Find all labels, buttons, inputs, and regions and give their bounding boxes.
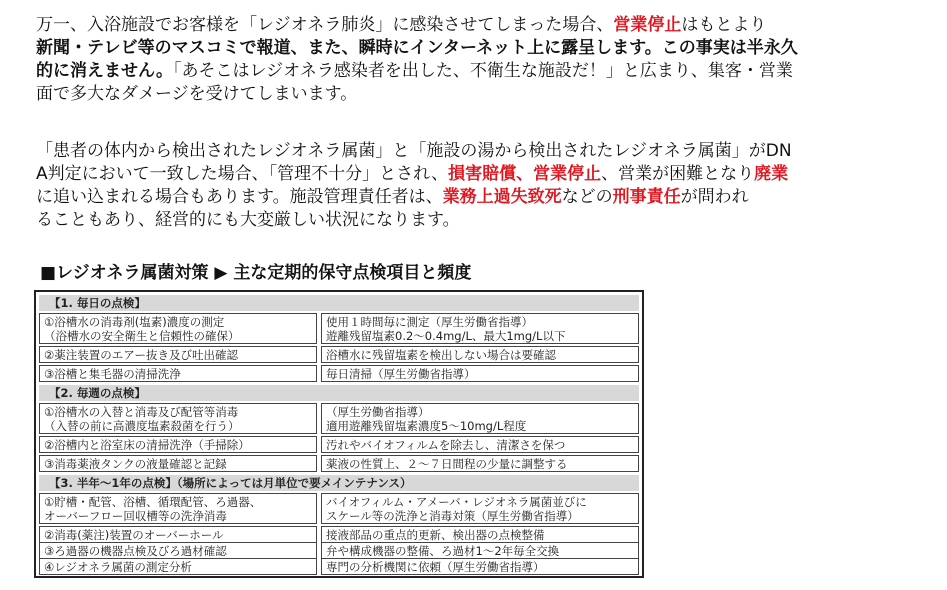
highlight-negligence: 業務上過失致死 bbox=[442, 187, 562, 207]
table-row bbox=[39, 526, 639, 543]
highlight-criminal-liability: 刑事責任 bbox=[612, 187, 681, 207]
table-cell-note: 使用１時間毎に測定（厚生労働省指導） 遊離残留塩素0.2～0.4mg/L、最大1mg/L以下 bbox=[321, 313, 639, 344]
table-cell-note: 専門の分析機関に依頼（厚生労働省指導） bbox=[321, 558, 639, 575]
table-row bbox=[39, 403, 639, 434]
table-cell-note: 汚れやバイオフィルムを除去し、清潔さを保つ bbox=[321, 436, 639, 453]
table-row bbox=[39, 455, 639, 472]
table-row bbox=[39, 436, 639, 453]
intro-line-2: 新聞・テレビ等のマスコミで報道、また、瞬時にインターネット上に露呈します。この事実は半永久 bbox=[36, 38, 798, 58]
table-cell-item: ①貯槽・配管、浴槽、循環配管、ろ過器、 オーバーフロー回収槽等の洗浄消毒 bbox=[39, 493, 317, 524]
table-cell-item: ③ろ過器の機器点検及びろ過材確認 bbox=[39, 542, 317, 559]
intro-line-1: 万一、入浴施設でお客様を「レジオネラ肺炎」に感染させてしまった場合、営業停止はもとより bbox=[36, 15, 767, 35]
table-cell-item: ②消毒(薬注)装置のオーバーホール bbox=[39, 526, 317, 543]
liability-line-1: 「患者の体内から検出されたレジオネラ属菌」と「施設の湯から検出されたレジオネラ属菌」がDN bbox=[36, 141, 792, 161]
liability-paragraph bbox=[36, 140, 866, 232]
table-cell-item: ②薬注装置のエアー抜き及び吐出確認 bbox=[39, 346, 317, 363]
table-cell-note: 毎日清掃（厚生労働省指導） bbox=[321, 365, 639, 382]
liability-line-4: ることもあり、経営的にも大変厳しい状況になります。 bbox=[36, 210, 460, 230]
section-title: ■レジオネラ属菌対策 ▶ 主な定期的保守点検項目と頻度 bbox=[40, 263, 472, 283]
table-cell-note: 弁や構成機器の整備、ろ過材1～2年毎全交換 bbox=[321, 542, 639, 559]
table-row bbox=[39, 365, 639, 382]
table-header-weekly: 【2. 毎週の点検】 bbox=[39, 385, 639, 401]
intro-line-3: 的に消えません。「あそこはレジオネラ感染者を出した、不衛生な施設だ！」と広まり、集客・営業 bbox=[36, 61, 793, 81]
liability-line-2: A判定において一致した場合、「管理不十分」とされ、損害賠償、営業停止、営業が困難となり廃業 bbox=[36, 164, 789, 184]
table-cell-item: ①浴槽水の入替と消毒及び配管等消毒 （入替の前に高濃度塩素殺菌を行う） bbox=[39, 403, 317, 434]
table-cell-note: （厚生労働省指導） 適用遊離残留塩素濃度5～10mg/L程度 bbox=[321, 403, 639, 434]
liability-line-3: に追い込まれる場合もあります。施設管理責任者は、業務上過失致死などの刑事責任が問われ bbox=[36, 187, 749, 207]
table-row bbox=[39, 313, 639, 344]
table-cell-item: ④レジオネラ属菌の測定分析 bbox=[39, 558, 317, 575]
table-cell-item: ①浴槽水の消毒剤(塩素)濃度の測定 （浴槽水の安全衛生と信頼性の確保） bbox=[39, 313, 317, 344]
highlight-business-suspension: 営業停止 bbox=[613, 15, 682, 35]
table-row bbox=[39, 346, 639, 363]
table-cell-note: バイオフィルム・アメーバ・レジオネラ属菌並びに スケール等の洗浄と消毒対策（厚生労働省指導） bbox=[321, 493, 639, 524]
table-row bbox=[39, 542, 639, 559]
table-cell-item: ③消毒薬液タンクの液量確認と記録 bbox=[39, 455, 317, 472]
maintenance-table bbox=[34, 290, 644, 578]
table-cell-note: 浴槽水に残留塩素を検出しない場合は要確認 bbox=[321, 346, 639, 363]
highlight-closure: 廃業 bbox=[754, 164, 789, 184]
table-row bbox=[39, 558, 639, 575]
intro-line-4: 面で多大なダメージを受けてしまいます。 bbox=[36, 84, 358, 104]
table-cell-note: 薬液の性質上、２～７日間程の少量に調整する bbox=[321, 455, 639, 472]
table-row bbox=[39, 493, 639, 524]
intro-paragraph bbox=[36, 14, 866, 106]
table-cell-item: ②浴槽内と浴室床の清掃洗浄（手掃除） bbox=[39, 436, 317, 453]
table-header-semiannual: 【3. 半年～1年の点検】（場所によっては月単位で要メインテナンス） bbox=[39, 475, 639, 491]
highlight-damages: 損害賠償、営業停止 bbox=[448, 164, 602, 184]
table-cell-item: ③浴槽と集毛器の清掃洗浄 bbox=[39, 365, 317, 382]
table-header-daily: 【1. 毎日の点検】 bbox=[39, 295, 639, 311]
table-cell-note: 接液部品の重点的更新、検出器の点検整備 bbox=[321, 526, 639, 543]
